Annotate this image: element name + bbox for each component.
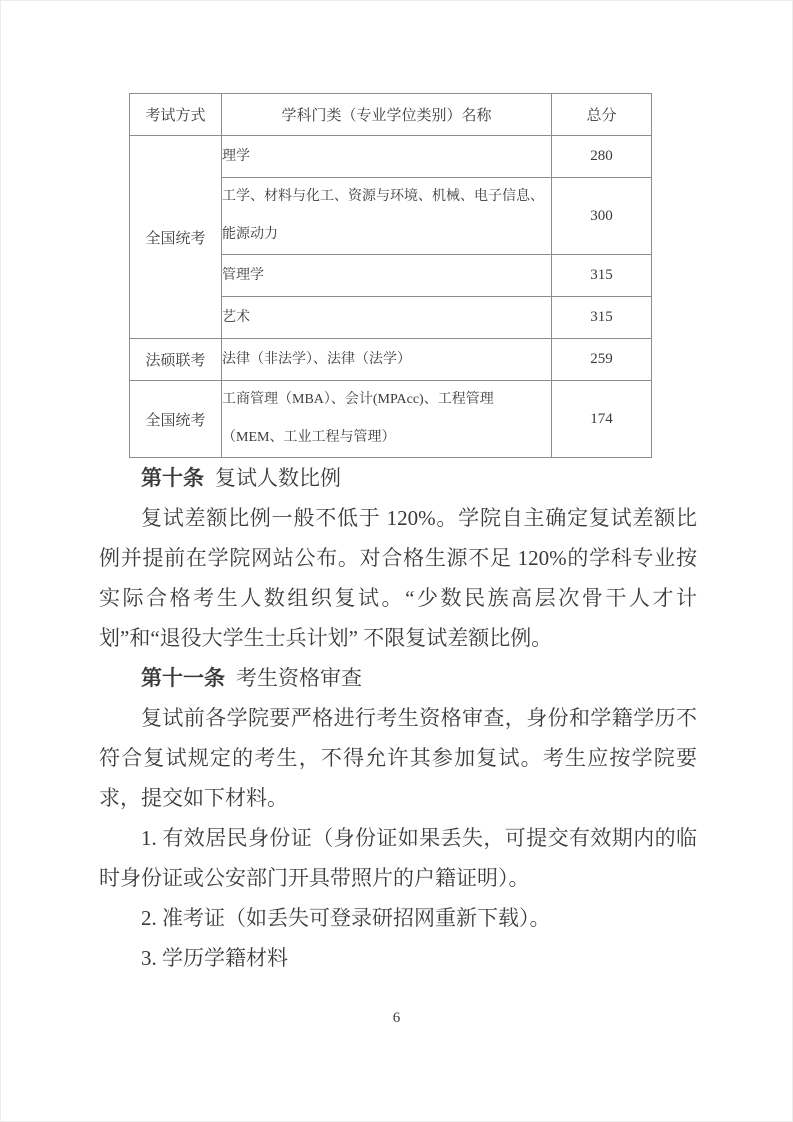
- section-article-10: [99, 458, 697, 658]
- article-11-paragraph: 复试前各学院要严格进行考生资格审查，身份和学籍学历不符合复试规定的考生，不得允许其参加复试。考生应按学院要求，提交如下材料。: [99, 706, 697, 810]
- score-cell: 280: [552, 136, 652, 178]
- article-10-paragraph: 复试差额比例一般不低于 120%。学院自主确定复试差额比例并提前在学院网站公布。对合格生源不足 120%的学科专业按实际合格考生人数组织复试。“少数民族高层次骨干人才计划”和“退役大学生士兵计划” 不限复试差额比例。: [99, 506, 697, 650]
- subject-cell: 管理学: [222, 255, 552, 297]
- score-line-table: [129, 93, 652, 458]
- article-11-heading: [99, 658, 697, 698]
- score-cell: 174: [552, 381, 652, 458]
- subject-cell: 理学: [222, 136, 552, 178]
- article-10-heading: [99, 458, 697, 498]
- header-exam-method: 考试方式: [130, 94, 222, 136]
- score-cell: 315: [552, 297, 652, 339]
- table-header-row: [130, 94, 652, 136]
- exam-method-cell: 全国统考: [130, 136, 222, 339]
- header-total-score: 总分: [552, 94, 652, 136]
- table-row: [130, 136, 652, 178]
- page-number: 6: [392, 1010, 401, 1026]
- table-row: [130, 339, 652, 381]
- article-title: 复试人数比例: [215, 466, 341, 490]
- article-number: 第十条: [141, 466, 204, 490]
- article-number: 第十一条: [141, 666, 225, 690]
- article-11-item-1: 1. 有效居民身份证（身份证如果丢失，可提交有效期内的临时身份证或公安部门开具带照片的户籍证明）。: [99, 826, 697, 890]
- subject-cell: 法律（非法学）、法律（法学）: [222, 339, 552, 381]
- article-11-item-2: 2. 准考证（如丢失可登录研招网重新下载）。: [141, 906, 551, 930]
- subject-cell: 工学、材料与化工、资源与环境、机械、电子信息、能源动力: [222, 178, 552, 255]
- article-11-item-3: 3. 学历学籍材料: [141, 946, 288, 970]
- section-article-11: [99, 658, 697, 978]
- score-cell: 300: [552, 178, 652, 255]
- score-cell: 259: [552, 339, 652, 381]
- exam-method-cell: 法硕联考: [130, 339, 222, 381]
- score-cell: 315: [552, 255, 652, 297]
- subject-cell: 工商管理（MBA）、会计(MPAcc)、工程管理（MEM、工业工程与管理）: [222, 381, 552, 458]
- exam-method-cell: 全国统考: [130, 381, 222, 458]
- page-content: [99, 93, 697, 978]
- header-subject-category: 学科门类（专业学位类别）名称: [222, 94, 552, 136]
- subject-cell: 艺术: [222, 297, 552, 339]
- table-row: [130, 381, 652, 458]
- article-title: 考生资格审查: [236, 666, 362, 690]
